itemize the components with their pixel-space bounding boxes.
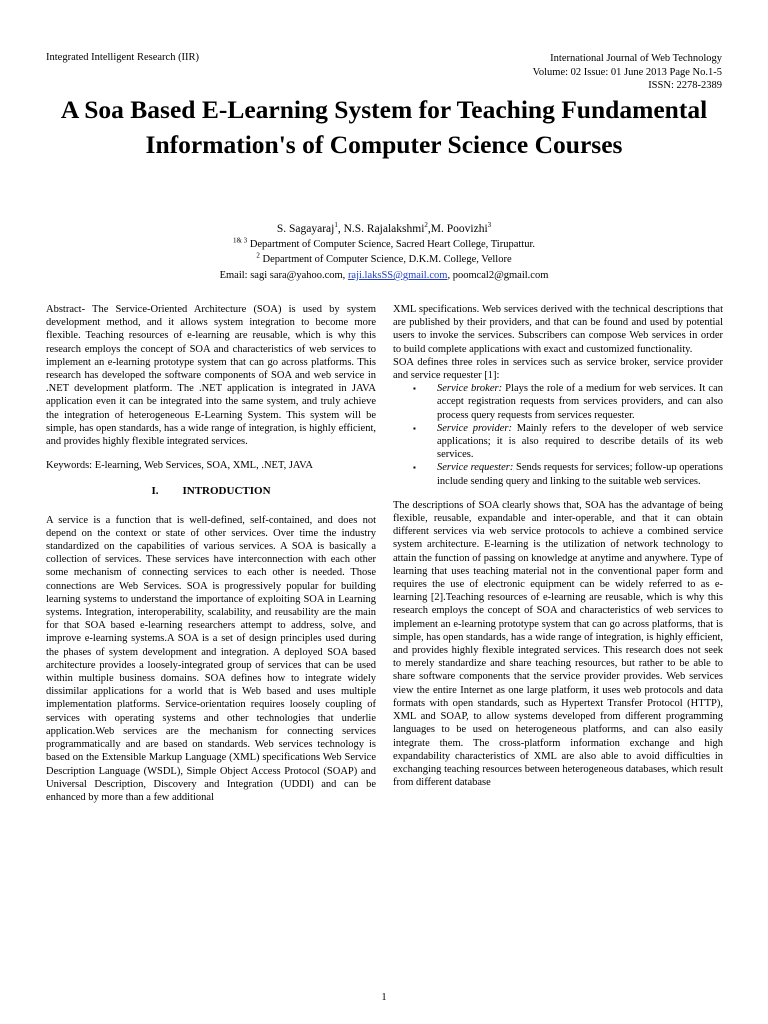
abstract: Abstract- The Service-Oriented Architecture (SOA) is used by system development method, and it allows system integration to become more flexible. Teaching resources of e-learning are reusable, which is why this research employs the concept of SOA and characteristics of web services to implement an e-learning prototype system that can go across platforms. This research has developed the software components of SOA and web service in .NET development platform. The .NET application is integrated in JAVA application even it can be integrated into the same system, and truly achieve the integration of heterogeneous E-Learning System. This system will be simple, has open standards, has a wide range of integration, is highly efficient, and provides highly flexible integrated services. (46, 304, 376, 448)
journal-volume: Volume: 02 Issue: 01 June 2013 Page No.1-5 (532, 66, 722, 78)
section-title: INTRODUCTION (182, 485, 271, 498)
page-number: 1 (381, 992, 387, 1003)
section-number: I. (151, 485, 159, 498)
bullet-icon: ▪ (413, 463, 416, 473)
email-link[interactable]: raji.laksSS@gmail.com (347, 270, 448, 281)
affiliation-1-mark: 1& 3 (232, 236, 248, 245)
author-1-mark: 1 (334, 221, 338, 230)
author-2-mark: 2 (424, 221, 428, 230)
right-column (393, 303, 723, 789)
author-2: , N.S. Rajalakshmi (337, 223, 425, 235)
role-term: Service provider: (437, 422, 512, 434)
affiliation-1-text: Department of Computer Science, Sacred Heart College, Tirupattur. (249, 239, 535, 250)
introduction-paragraph: A service is a function that is well-defined, self-contained, and does not depend on the context or state of other services. Over time the industry standardized on the capabilities of various services. A SOA is basically a collection of services. These services have interconnection with each other some mechanism of connecting services to each other is needed. Those connections are Web Services. SOA is progressively popular for building learning systems to understand the importance of exploiting SOA in Learning systems. Integration, interoperability, scalability, and reusability are the main for that SOA based e-learning researchers attempt to address, solve, and improve e-learning systems.A SOA is a set of design principles used during the phases of system development and integration. A deployed SOA based architecture provides a loosely-integrated group of services that can be used within multiple business domains. SOA defines how to integrate widely dissimilar applications for a world that is Web based and uses multiple implementation platforms. Service-orientation requires loosely coupling of services with operating systems and other technologies that underlie application.Web services are the mechanism for connecting services programmatically and are based on standards. Web services technology is based on the Extensible Markup Language (XML) specifications Web Service Description Language (WSDL), Simple Object Access Protocol (SOAP) and Universal Description, Discovery and Integration (UDDI) and can be enhanced by more than a few additional (46, 514, 376, 803)
email-prefix: Email: sagi sara@yahoo.com, (219, 270, 346, 281)
email-suffix: , poomcal2@gmail.com (447, 270, 549, 281)
journal-publisher-header: Integrated Intelligent Research (IIR) (46, 52, 200, 63)
soa-roles-paragraph: SOA defines three roles in services such as service broker, service provider and service requester [1]: (393, 356, 723, 382)
affiliation-2-text: Department of Computer Science, D.K.M. College, Vellore (262, 254, 512, 265)
paper-title: A Soa Based E-Learning System for Teaching Fundamental Information's of Computer Science Courses (60, 95, 708, 159)
keywords: Keywords: E-learning, Web Services, SOA, XML, .NET, JAVA (46, 460, 313, 472)
author-1: S. Sagayaraj (276, 223, 335, 235)
role-description: Mainly refers to the developer of web service applications; it is also required to describe details of its web services. (437, 422, 723, 461)
soa-roles-list (393, 382, 723, 488)
affiliation-1 (40, 238, 728, 251)
role-service-broker (393, 382, 723, 422)
role-service-requester (393, 461, 723, 487)
affiliation-2-mark: 2 (256, 251, 260, 260)
author-list (40, 222, 728, 236)
role-description: Sends requests for services; follow-up operations include sending query and linking to the suitable web services. (437, 462, 723, 487)
section-heading-introduction (46, 485, 376, 498)
role-description: Plays the role of a medium for web services. It can accept registration requests from services providers, and can also process query requests from services requester. (437, 383, 723, 421)
left-column (46, 303, 376, 804)
author-3-mark: 3 (487, 221, 492, 230)
journal-info-header (462, 52, 722, 93)
role-term: Service requester: (437, 462, 514, 474)
xml-specifications-paragraph: XML specifications. Web services derived with the technical descriptions that are published by their providers, and that can be found and used by potential users to invoke the services. Subscribers can compose Web services in order to build complete applications with exact and customized functionality. (393, 304, 723, 355)
journal-name: International Journal of Web Technology (550, 53, 722, 64)
role-term: Service broker: (437, 383, 503, 395)
soa-elearning-paragraph: The descriptions of SOA clearly shows that, SOA has the advantage of being flexible, reusable, expandable and inter-operable, and that it can obtain different services via web service protocols to achieve a combined service system architecture. E-learning is the utilization of network technology to attain the function of passing on knowledge at anytime and anywhere. Type of learning that uses teaching material not in the conventional paper form and requires the use of electronic equipment can be widely referred to as e-learning [2].Teaching resources of e-learning are reusable, which is why this research employs the concept of SOA and characteristics of web services to implement an e-learning prototype system that can go across platforms, that is simple, has open standards, has a wide range of integration, is highly efficient, and provides highly flexible integrated services. This research does not seek to merely standardize and share teaching resources, but rather to be able to share software components that the service provider provides. Web services view the entire Internet as one large platform, it uses web protocols and data formats with open standards, such as Hypertext Transfer Protocol (HTTP), XML and SOAP, to allow systems developed from different programming languages to be used on heterogeneous platforms, and can also easily integrate them. The cross-platform information exchange and high expandability characteristics of XML are also able to avoid difficulties in exchanging teaching resources between heterogeneous databases, which result from different database (393, 499, 723, 789)
author-emails (40, 269, 728, 283)
journal-issn: ISSN: 2278-2389 (648, 80, 722, 91)
affiliation-2 (40, 253, 728, 266)
author-3: ,M. Poovizhi (427, 223, 488, 235)
role-service-provider (393, 422, 723, 462)
bullet-icon: ▪ (413, 384, 416, 394)
bullet-icon: ▪ (413, 423, 416, 433)
